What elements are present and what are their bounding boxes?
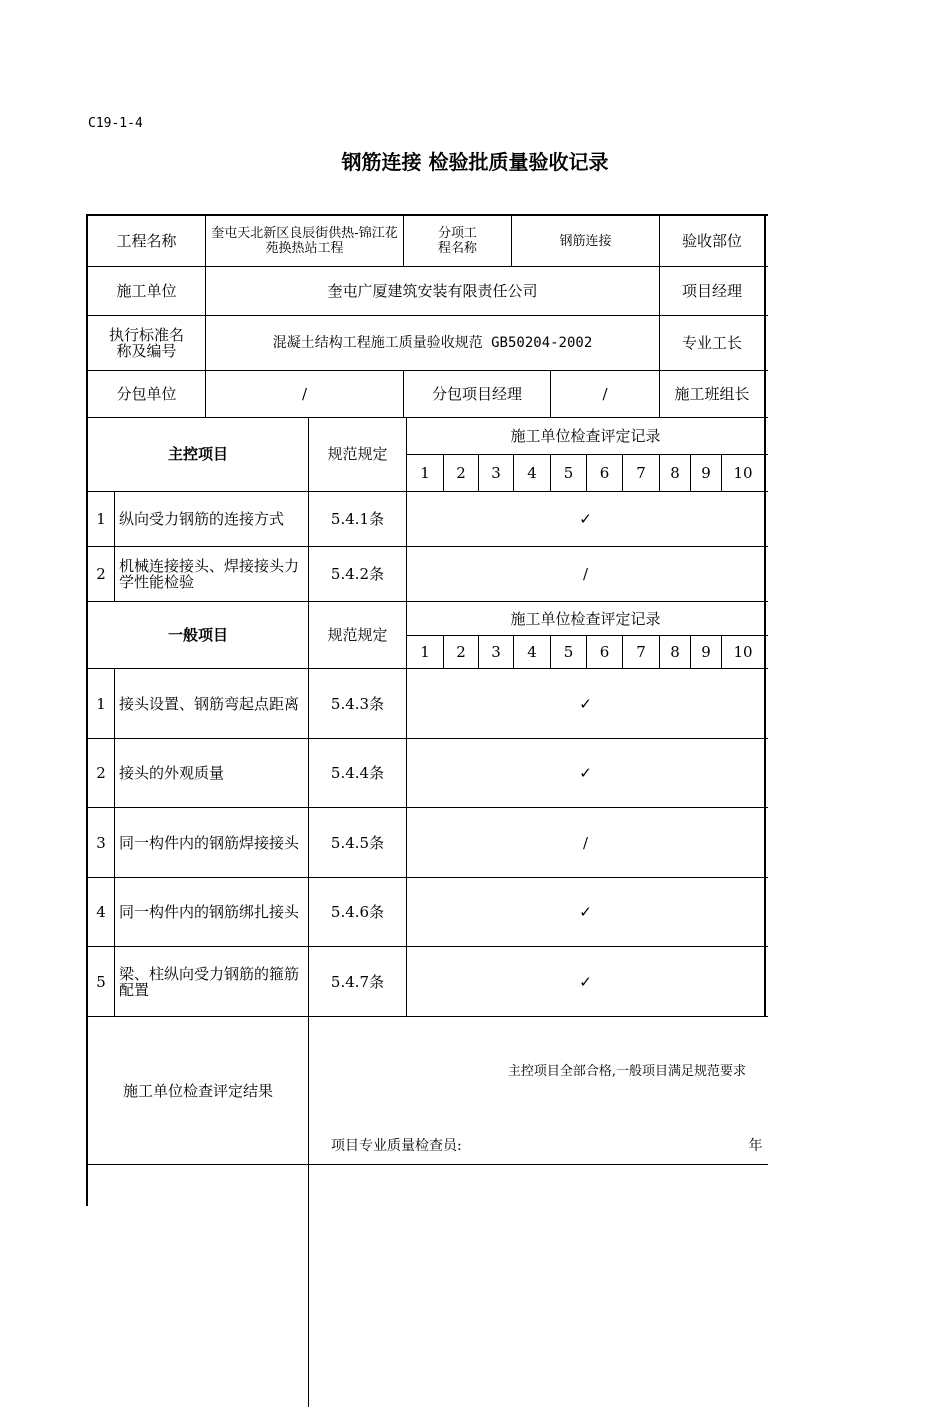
- general-item-result: ✓: [579, 903, 592, 921]
- subitem-value: 钢筋连接: [559, 233, 612, 249]
- main-item-spec: 5.4.2条: [330, 565, 385, 583]
- general-col-3: 3: [491, 643, 501, 661]
- document-code: C19-1-4: [88, 116, 143, 131]
- main-item-spec: 5.4.1条: [330, 510, 385, 528]
- contractor-value: 奎屯广厦建筑安装有限责任公司: [327, 281, 538, 300]
- general-item-name: 同一构件内的钢筋绑扎接头: [119, 903, 300, 921]
- main-item-no: 1: [96, 510, 106, 528]
- general-col-2: 2: [456, 643, 466, 661]
- general-label: 一般项目: [167, 626, 228, 644]
- main-item-result: /: [582, 565, 589, 583]
- main-col-8: 8: [670, 464, 680, 482]
- acceptance-part-label: 验收部位: [681, 232, 742, 250]
- foreman-label: 专业工长: [681, 333, 742, 352]
- main-spec-label: 规范规定: [327, 445, 388, 463]
- main-item-result: ✓: [579, 510, 592, 528]
- general-item-no: 4: [96, 903, 106, 921]
- general-item-name: 梁、柱纵向受力钢筋的箍筋配置: [119, 964, 300, 999]
- standard-value: 混凝土结构工程施工质量验收规范 GB50204-2002: [272, 334, 593, 351]
- general-item-no: 5: [96, 972, 106, 991]
- general-col-8: 8: [670, 643, 680, 661]
- general-item-result: ✓: [579, 764, 592, 782]
- team-leader-label: 施工班组长: [674, 384, 750, 403]
- conclusion-text: 主控项目全部合格,一般项目满足规范要求: [507, 1063, 746, 1079]
- subcontractor-label: 分包单位: [116, 384, 177, 403]
- general-spec-label: 规范规定: [327, 626, 388, 644]
- general-item-result: /: [582, 833, 589, 852]
- general-col-4: 4: [527, 643, 537, 661]
- subcontractor-value: /: [301, 384, 308, 403]
- general-col-6: 6: [599, 643, 610, 661]
- page-title: 钢筋连接 检验批质量验收记录: [341, 150, 609, 174]
- general-item-spec: 5.4.6条: [330, 903, 385, 921]
- general-item-no: 1: [96, 694, 106, 713]
- main-col-1: 1: [420, 464, 430, 482]
- main-col-10: 10: [733, 464, 753, 482]
- main-record-label: 施工单位检查评定记录: [510, 426, 661, 445]
- general-item-no: 3: [96, 833, 106, 852]
- general-col-7: 7: [636, 643, 646, 661]
- inspector-label: 项目专业质量检查员:: [331, 1138, 462, 1154]
- main-item-name: 纵向受力钢筋的连接方式: [119, 510, 285, 528]
- year-label: 年: [748, 1138, 763, 1154]
- general-item-spec: 5.4.4条: [330, 764, 385, 782]
- main-col-6: 6: [599, 464, 610, 482]
- general-col-1: 1: [420, 643, 430, 661]
- general-item-result: ✓: [579, 972, 592, 991]
- main-col-7: 7: [636, 464, 646, 482]
- sub-pm-value: /: [602, 384, 608, 403]
- general-item-name: 同一构件内的钢筋焊接接头: [119, 833, 300, 852]
- sub-pm-label: 分包项目经理: [431, 384, 522, 403]
- project-name-label: 工程名称: [116, 232, 177, 250]
- general-item-name: 接头的外观质量: [119, 764, 225, 782]
- general-item-name: 接头设置、钢筋弯起点距离: [119, 694, 300, 713]
- main-col-3: 3: [491, 464, 501, 482]
- main-item-name: 机械连接接头、焊接接头力学性能检验: [119, 557, 300, 591]
- main-col-5: 5: [563, 464, 574, 482]
- standard-label: 执行标准名称及编号: [108, 325, 184, 360]
- project-name-value: 奎屯天北新区良辰街供热-锦江花苑换热站工程: [211, 226, 398, 256]
- general-item-spec: 5.4.5条: [330, 833, 385, 852]
- general-record-label: 施工单位检查评定记录: [510, 609, 661, 628]
- general-col-10: 10: [733, 643, 753, 661]
- contractor-label: 施工单位: [116, 281, 177, 300]
- subitem-label: 分项工程名称: [437, 226, 477, 256]
- acceptance-record-table: [86, 214, 768, 1206]
- main-control-label: 主控项目: [167, 445, 228, 463]
- general-item-spec: 5.4.3条: [330, 694, 385, 713]
- main-item-no: 2: [96, 565, 106, 583]
- main-col-4: 4: [527, 464, 537, 482]
- conclusion-label: 施工单位检查评定结果: [122, 1081, 273, 1100]
- general-item-spec: 5.4.7条: [330, 972, 385, 991]
- general-item-no: 2: [96, 764, 106, 782]
- general-col-5: 5: [563, 643, 574, 661]
- main-col-9: 9: [701, 464, 711, 482]
- project-manager-label: 项目经理: [681, 281, 742, 300]
- general-item-result: ✓: [579, 694, 592, 713]
- main-col-2: 2: [456, 464, 466, 482]
- general-col-9: 9: [701, 643, 711, 661]
